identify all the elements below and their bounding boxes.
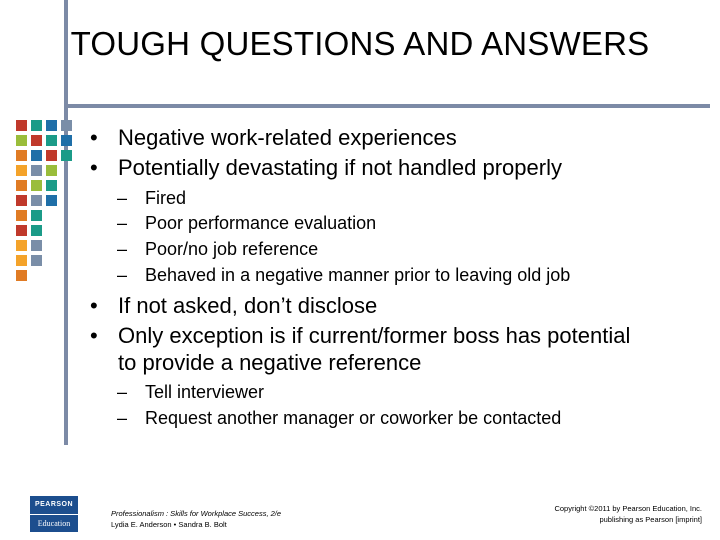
horizontal-rule <box>64 104 710 108</box>
decor-square <box>16 135 27 146</box>
sub-bullet-text: Behaved in a negative manner prior to leaving old job <box>145 265 571 285</box>
bullet-marker: • <box>90 125 98 150</box>
logo-subtitle: Education <box>30 514 78 533</box>
decor-square <box>31 195 42 206</box>
decor-square <box>16 240 27 251</box>
decor-square <box>31 135 42 146</box>
decor-square <box>31 240 42 251</box>
bullet-text: If not asked, don’t disclose <box>118 293 378 318</box>
decor-square <box>16 255 27 266</box>
decor-square <box>16 120 27 131</box>
sub-bullet-text: Request another manager or coworker be contacted <box>145 408 562 428</box>
decor-square <box>61 135 72 146</box>
copyright-notice <box>490 503 702 525</box>
vertical-rule <box>64 0 68 445</box>
sub-bullet-text: Fired <box>145 188 187 208</box>
decor-square <box>61 120 72 131</box>
bullet-text: Negative work-related experiences <box>118 125 457 150</box>
decor-square <box>61 150 72 161</box>
decor-square <box>16 180 27 191</box>
decor-square <box>16 225 27 236</box>
bullet-text-continuation: to provide a negative reference <box>118 350 422 375</box>
bullet-marker: • <box>90 323 98 348</box>
decor-square <box>16 165 27 176</box>
decor-square <box>46 135 57 146</box>
book-title: Professionalism : Skills for Workplace Success, 2/e <box>111 509 282 518</box>
decor-square <box>46 120 57 131</box>
decor-square <box>31 255 42 266</box>
decor-square <box>31 225 42 236</box>
decor-square <box>46 150 57 161</box>
sub-bullet-marker: – <box>117 382 128 402</box>
bullet-text: Only exception is if current/former boss has potential <box>118 323 631 348</box>
sub-bullet-text: Poor performance evaluation <box>145 213 377 233</box>
sub-bullet-text: Tell interviewer <box>145 382 265 402</box>
sub-bullet-marker: – <box>117 265 128 285</box>
decor-square <box>16 270 27 281</box>
bullet-text: Potentially devastating if not handled properly <box>118 155 562 180</box>
bullet-marker: • <box>90 155 98 180</box>
decor-square <box>31 150 42 161</box>
sub-bullet-text: Poor/no job reference <box>145 239 319 259</box>
decor-square <box>31 180 42 191</box>
copyright-line: Copyright ©2011 by Pearson Education, Inc. <box>554 504 702 513</box>
decor-square <box>16 195 27 206</box>
sub-bullet-marker: – <box>117 408 128 428</box>
decor-square <box>31 165 42 176</box>
sub-bullet-marker: – <box>117 213 128 233</box>
bullet-marker: • <box>90 293 98 318</box>
publisher-line: publishing as Pearson [imprint] <box>599 515 702 524</box>
book-citation <box>111 508 281 530</box>
decor-square <box>16 210 27 221</box>
sub-bullet-marker: – <box>117 239 128 259</box>
decor-square <box>46 165 57 176</box>
slide-title: TOUGH QUESTIONS AND ANSWERS <box>70 25 650 62</box>
logo-wordmark: PEARSON <box>34 501 74 508</box>
sub-bullet-marker: – <box>117 188 128 208</box>
decor-square <box>31 120 42 131</box>
decor-square <box>16 150 27 161</box>
book-authors: Lydia E. Anderson • Sandra B. Bolt <box>111 520 227 529</box>
decor-square <box>31 210 42 221</box>
decor-square <box>46 180 57 191</box>
pearson-logo <box>30 496 78 532</box>
decor-square <box>46 195 57 206</box>
